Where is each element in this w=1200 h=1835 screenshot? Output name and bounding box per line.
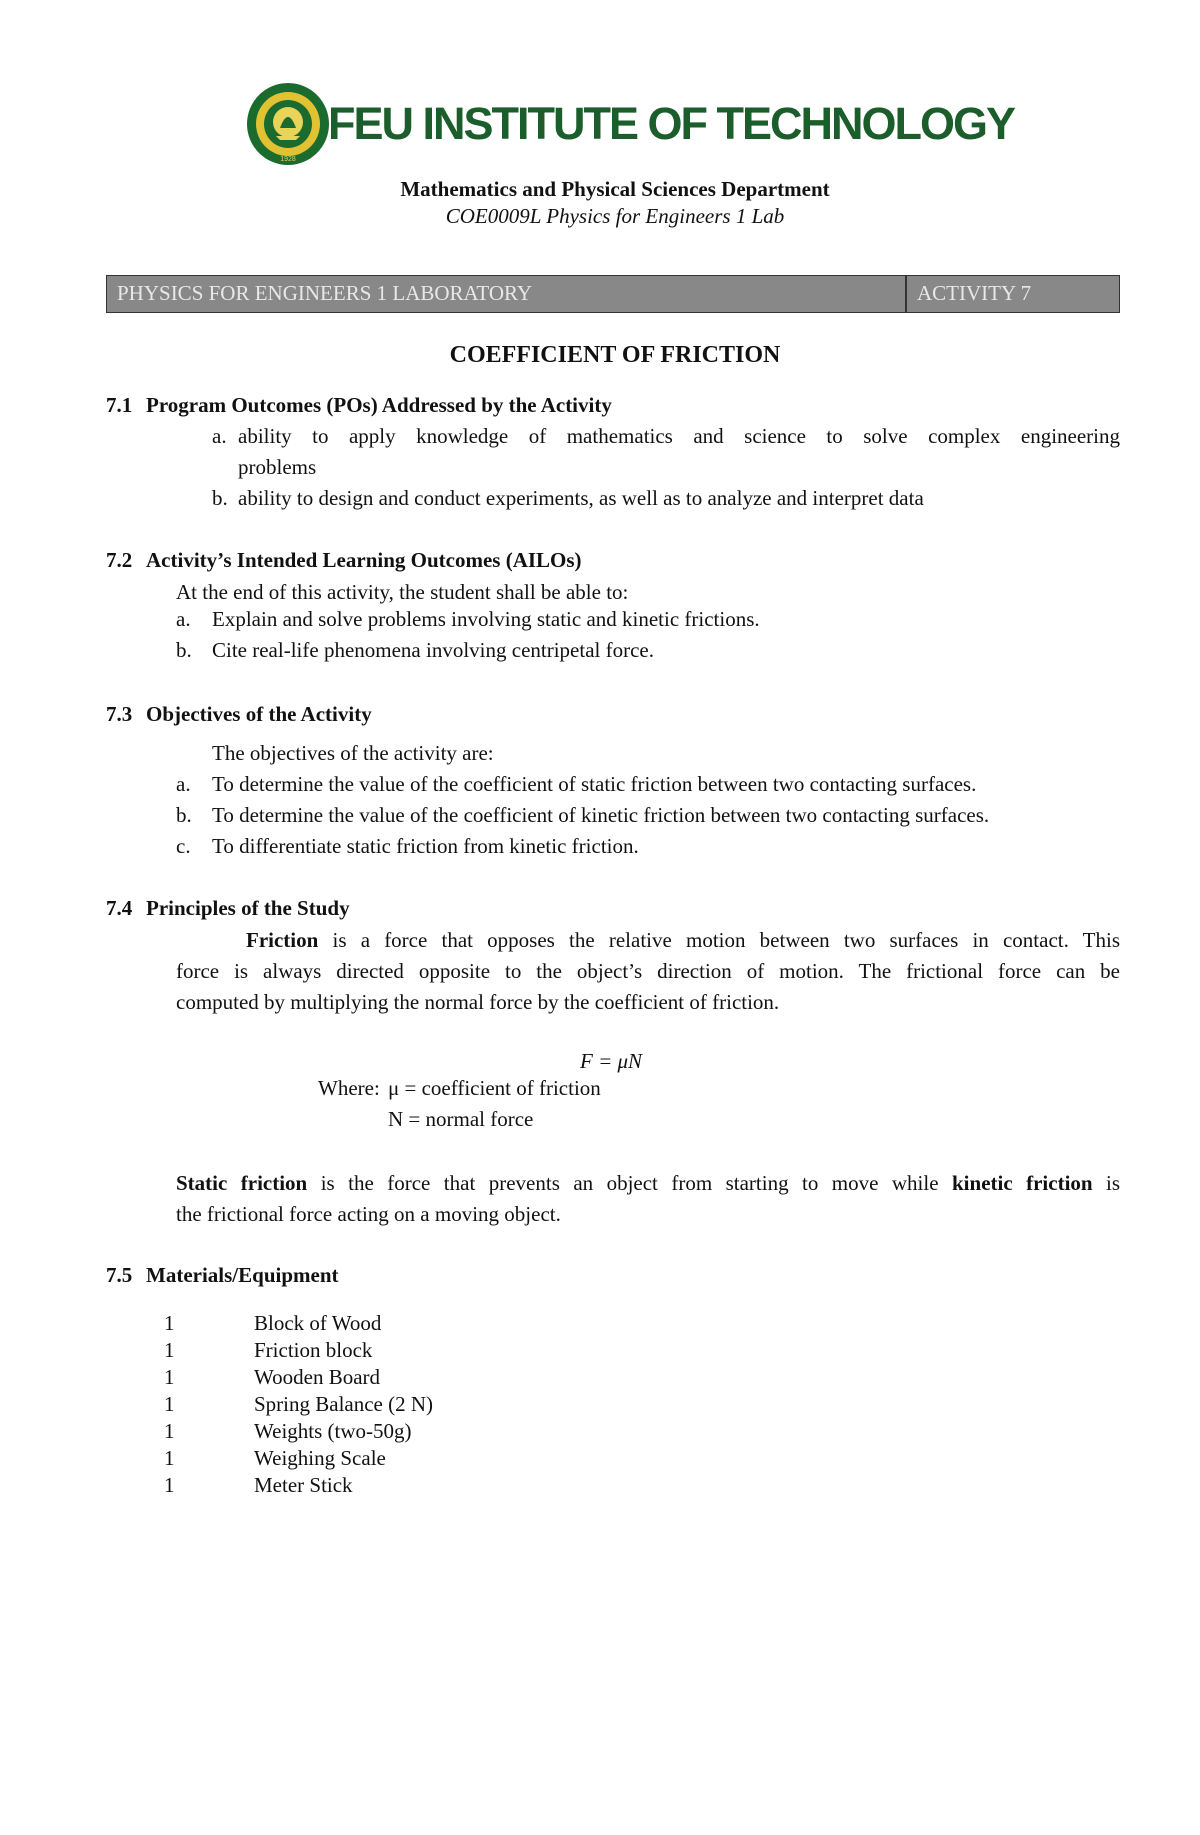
- list-item-continuation: problems: [238, 455, 317, 479]
- feu-seal-logo: [246, 82, 330, 166]
- paragraph-line: Friction is a force that opposes the relative motion between two surfaces in contact. This: [246, 928, 1121, 952]
- section-heading-7-4: 7.4 Principles of the Study: [106, 896, 350, 920]
- material-item: 1 Spring Balance (2 N): [164, 1392, 434, 1416]
- material-item: 1 Friction block: [164, 1338, 373, 1362]
- list-item: b. Cite real-life phenomena involving centripetal force.: [176, 638, 654, 662]
- list-item: b. ability to design and conduct experiments, as well as to analyze and interpret data: [212, 486, 924, 510]
- section-heading-7-5: 7.5 Materials/Equipment: [106, 1263, 339, 1287]
- paragraph-line: the frictional force acting on a moving object.: [176, 1202, 561, 1226]
- banner-lab-title: PHYSICS FOR ENGINEERS 1 LABORATORY: [107, 276, 907, 312]
- section-heading-7-2: 7.2 Activity’s Intended Learning Outcomes (AILOs): [106, 548, 582, 572]
- institution-header: [246, 80, 1014, 170]
- banner-activity-number: ACTIVITY 7: [917, 281, 1032, 305]
- list-item: b. To determine the value of the coefficient of kinetic friction between two contacting surfaces.: [176, 803, 990, 827]
- list-item: a. ability to apply knowledge of mathematics and science to solve complex engineering: [212, 424, 1120, 448]
- where-label: Where:: [318, 1076, 380, 1100]
- paragraph-line: force is always directed opposite to the object’s direction of motion. The frictional force can be: [176, 959, 1120, 983]
- section-intro: At the end of this activity, the student shall be able to:: [176, 580, 629, 604]
- section-intro: The objectives of the activity are:: [212, 741, 494, 765]
- list-item: a. To determine the value of the coefficient of static friction between two contacting surfaces.: [176, 772, 977, 796]
- list-item: a. Explain and solve problems involving static and kinetic frictions.: [176, 607, 760, 631]
- material-item: 1 Meter Stick: [164, 1473, 353, 1497]
- material-item: 1 Weighing Scale: [164, 1446, 386, 1470]
- department-name: Mathematics and Physical Sciences Department: [400, 177, 830, 201]
- material-item: 1 Weights (two-50g): [164, 1419, 412, 1443]
- section-heading-7-1: 7.1 Program Outcomes (POs) Addressed by the Activity: [106, 393, 612, 417]
- seal-year: 1928: [280, 156, 296, 163]
- paragraph-line: Static friction is the force that prevents an object from starting to move while kinetic friction is: [176, 1171, 1121, 1195]
- section-heading-7-3: 7.3 Objectives of the Activity: [106, 702, 372, 726]
- institution-name: FEU INSTITUTE OF TECHNOLOGY: [328, 98, 1014, 149]
- material-item: 1 Wooden Board: [164, 1365, 381, 1389]
- where-definition: μ = coefficient of friction: [388, 1076, 601, 1100]
- paragraph-line: computed by multiplying the normal force by the coefficient of friction.: [176, 990, 780, 1014]
- page-title: COEFFICIENT OF FRICTION: [449, 342, 781, 368]
- list-item: c. To differentiate static friction from kinetic friction.: [176, 834, 639, 858]
- material-item: 1 Block of Wood: [164, 1311, 382, 1335]
- course-code: COE0009L Physics for Engineers 1 Lab: [445, 204, 785, 228]
- activity-banner: [106, 275, 1120, 313]
- friction-formula: F = μN: [580, 1049, 643, 1073]
- where-definition: N = normal force: [388, 1107, 534, 1131]
